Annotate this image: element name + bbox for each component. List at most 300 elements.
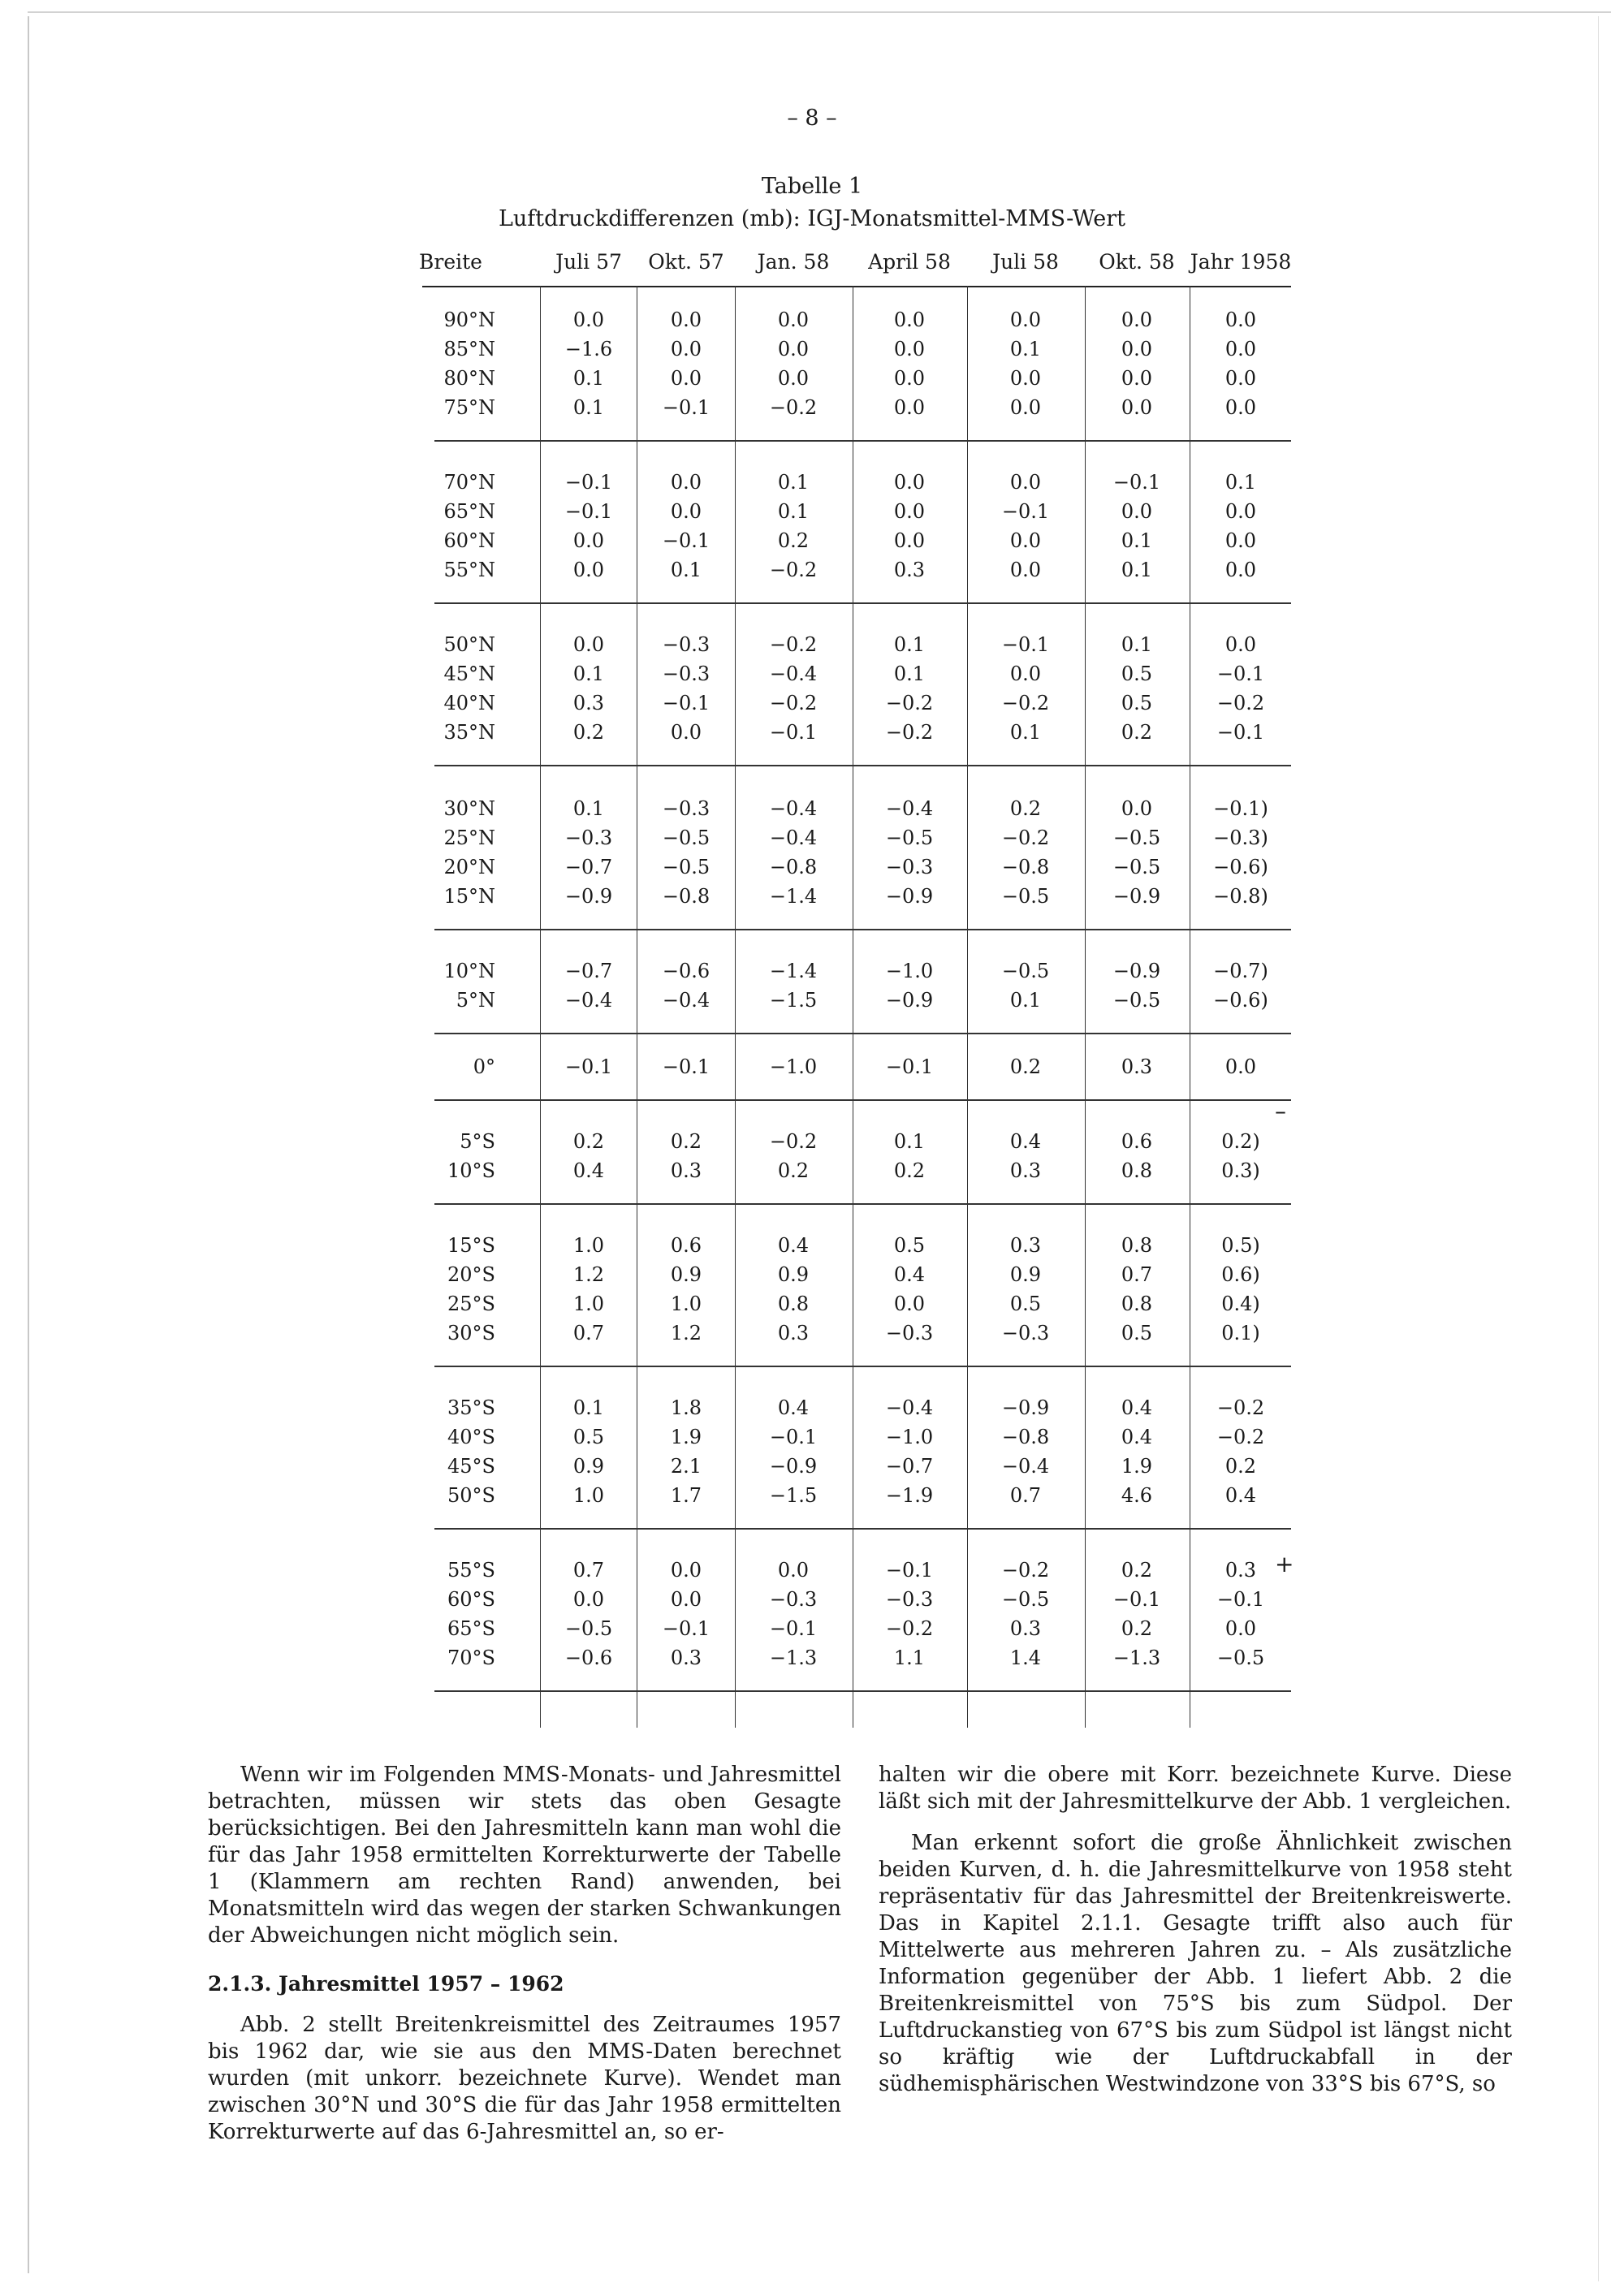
value-cell: 0.2 — [777, 1159, 810, 1182]
table-row — [398, 1234, 1299, 1263]
value-cell: −0.2 — [1001, 1559, 1050, 1582]
value-cell: 0.0 — [1224, 1617, 1257, 1640]
value-cell: 0.8 — [1121, 1293, 1153, 1315]
table-row — [398, 1159, 1299, 1189]
value-cell: −0.5 — [564, 1617, 613, 1640]
value-cell: 0.2 — [1121, 721, 1153, 744]
value-cell: 0.1 — [572, 396, 605, 419]
value-cell: 0.0 — [1009, 367, 1042, 390]
value-cell: −1.3 — [1112, 1646, 1161, 1669]
value-cell: 0.1 — [572, 797, 605, 820]
value-cell: 0.1 — [572, 367, 605, 390]
value-cell: 0.4 — [1009, 1130, 1042, 1153]
latitude-cell: 70°S — [447, 1646, 495, 1669]
latitude-cell: 60°S — [447, 1588, 495, 1611]
value-cell: −0.1 — [1216, 721, 1265, 744]
value-cell: −0.4 — [1001, 1455, 1050, 1478]
value-cell: −0.2 — [885, 692, 934, 714]
value-cell: −0.7 — [564, 960, 613, 982]
value-cell: −0.2 — [1216, 1426, 1265, 1448]
value-cell: −0.3) — [1213, 826, 1268, 849]
value-cell: 0.4 — [1224, 1484, 1257, 1507]
value-cell: −0.2 — [769, 396, 818, 419]
value-cell: 0.0 — [670, 338, 702, 360]
value-cell: 0.0 — [893, 471, 926, 494]
latitude-cell: 60°N — [443, 529, 495, 552]
table-row — [398, 1263, 1299, 1293]
latitude-cell: 70°N — [443, 471, 495, 494]
table-row — [398, 1455, 1299, 1484]
value-cell: 0.8 — [1121, 1159, 1153, 1182]
value-cell: −0.9 — [1001, 1396, 1050, 1419]
latitude-cell: 75°N — [443, 396, 495, 419]
value-cell: −1.6 — [564, 338, 613, 360]
value-cell: 0.0 — [670, 1559, 702, 1582]
latitude-group — [398, 1559, 1299, 1676]
value-cell: 0.8 — [777, 1293, 810, 1315]
table-row — [398, 559, 1299, 588]
value-cell: 0.0 — [1009, 529, 1042, 552]
latitude-cell: 45°S — [447, 1455, 495, 1478]
value-cell: 0.0 — [893, 1293, 926, 1315]
value-cell: 4.6 — [1121, 1484, 1153, 1507]
value-cell: 0.0 — [1009, 471, 1042, 494]
value-cell: 0.3 — [1009, 1234, 1042, 1257]
table-row — [398, 338, 1299, 367]
value-cell: 0.0 — [1224, 633, 1257, 656]
value-cell: 0.2) — [1221, 1130, 1260, 1153]
table-row — [398, 721, 1299, 750]
value-cell: −0.3 — [662, 662, 710, 685]
value-cell: −0.1 — [769, 1617, 818, 1640]
value-cell: 1.2 — [572, 1263, 605, 1286]
value-cell: 0.0 — [572, 1588, 605, 1611]
value-cell: 0.7 — [572, 1559, 605, 1582]
value-cell: 0.0 — [1224, 559, 1257, 581]
value-cell: −0.9 — [769, 1455, 818, 1478]
column-header: Jan. 58 — [757, 250, 830, 274]
table-row — [398, 500, 1299, 529]
value-cell: −0.3 — [885, 856, 934, 878]
table-row — [398, 856, 1299, 885]
value-cell: 1.9 — [670, 1426, 702, 1448]
latitude-cell: 35°S — [447, 1396, 495, 1419]
column-header: Okt. 57 — [648, 250, 724, 274]
latitude-cell: 10°N — [443, 960, 495, 982]
group-rule — [434, 1033, 1291, 1034]
value-cell: −0.1 — [1112, 1588, 1161, 1611]
value-cell: 0.1 — [777, 500, 810, 523]
value-cell: 0.0 — [893, 309, 926, 331]
latitude-cell: 25°N — [443, 826, 495, 849]
value-cell: 1.2 — [670, 1322, 702, 1344]
value-cell: 0.9 — [670, 1263, 702, 1286]
value-cell: −0.2 — [769, 559, 818, 581]
minus-annotation: – — [1275, 1098, 1286, 1124]
value-cell: 0.6 — [670, 1234, 702, 1257]
value-cell: 0.4 — [777, 1396, 810, 1419]
value-cell: 0.1 — [670, 559, 702, 581]
value-cell: −0.6 — [662, 960, 710, 982]
value-cell: 0.9 — [777, 1263, 810, 1286]
value-cell: 0.0 — [1224, 309, 1257, 331]
value-cell: −1.4 — [769, 960, 818, 982]
value-cell: 0.0 — [1009, 559, 1042, 581]
value-cell: 0.4 — [893, 1263, 926, 1286]
value-cell: 0.4 — [777, 1234, 810, 1257]
value-cell: −0.2 — [769, 1130, 818, 1153]
latitude-group — [398, 960, 1299, 1018]
value-cell: −0.3 — [564, 826, 613, 849]
latitude-cell: 5°N — [456, 989, 495, 1012]
table-row — [398, 1396, 1299, 1426]
table-row — [398, 1559, 1299, 1588]
value-cell: −0.5 — [1112, 826, 1161, 849]
value-cell: 0.1 — [1009, 721, 1042, 744]
latitude-cell: 55°N — [443, 559, 495, 581]
value-cell: −0.5 — [662, 826, 710, 849]
value-cell: 0.0 — [1121, 338, 1153, 360]
value-cell: −0.1 — [1001, 633, 1050, 656]
table-row — [398, 1055, 1299, 1085]
value-cell: 0.0 — [670, 500, 702, 523]
paragraph: halten wir die obere mit Korr. bezeichnete Kurve. Diese läßt sich mit der Jahresmittelkurve der Abb. 1 vergleichen. — [879, 1763, 1512, 1814]
table-row — [398, 309, 1299, 338]
latitude-cell: 40°N — [443, 692, 495, 714]
table-row — [398, 885, 1299, 914]
value-cell: 0.4 — [1121, 1426, 1153, 1448]
latitude-cell: 15°N — [443, 885, 495, 908]
group-rule — [434, 1528, 1291, 1530]
value-cell: 0.0 — [893, 500, 926, 523]
group-rule — [434, 602, 1291, 604]
value-cell: −0.3 — [662, 797, 710, 820]
value-cell: 0.3 — [670, 1159, 702, 1182]
left-text-column — [208, 1762, 841, 2160]
table-title: Tabelle 1 — [761, 174, 863, 199]
latitude-cell: 15°S — [447, 1234, 495, 1257]
value-cell: 0.0 — [670, 471, 702, 494]
group-rule — [434, 1366, 1291, 1367]
value-cell: −0.8 — [662, 885, 710, 908]
value-cell: 0.0 — [777, 367, 810, 390]
value-cell: 0.2 — [777, 529, 810, 552]
value-cell: 0.6) — [1221, 1263, 1260, 1286]
value-cell: 0.5 — [893, 1234, 926, 1257]
value-cell: −1.4 — [769, 885, 818, 908]
table-row — [398, 662, 1299, 692]
value-cell: 0.0 — [572, 309, 605, 331]
table-caption — [0, 170, 1624, 235]
value-cell: −0.1 — [564, 500, 613, 523]
latitude-group — [398, 471, 1299, 588]
value-cell: −0.9 — [564, 885, 613, 908]
value-cell: −0.1 — [1001, 500, 1050, 523]
value-cell: 1.0 — [572, 1484, 605, 1507]
latitude-group — [398, 1130, 1299, 1189]
value-cell: 0.6 — [1121, 1130, 1153, 1153]
value-cell: 0.5 — [1121, 692, 1153, 714]
value-cell: 0.4 — [1121, 1396, 1153, 1419]
value-cell: 0.1 — [1009, 989, 1042, 1012]
value-cell: 0.2 — [893, 1159, 926, 1182]
value-cell: 0.0 — [1224, 367, 1257, 390]
value-cell: −0.1 — [769, 721, 818, 744]
latitude-group — [398, 797, 1299, 914]
column-header: Breite — [419, 250, 482, 274]
value-cell: −0.8 — [769, 856, 818, 878]
group-rule — [434, 929, 1291, 930]
value-cell: 0.8 — [1121, 1234, 1153, 1257]
paragraph: Wenn wir im Folgenden MMS-Monats- und Jahresmittel betrachten, müssen wir stets das oben Gesagte berücksichtigen. Bei den Jahresmitteln kann man wohl die für das Jahr 1958 ermittelten Korrekturwerte der Tabelle 1 (Klammern am rechten Rand) anwenden, bei Monatsmitteln wird das wegen der starken Schwankungen der Abweichungen nicht möglich sein. — [208, 1763, 841, 1948]
value-cell: −0.5 — [885, 826, 934, 849]
value-cell: 0.7 — [1121, 1263, 1153, 1286]
value-cell: 1.4 — [1009, 1646, 1042, 1669]
value-cell: −0.5 — [1001, 1588, 1050, 1611]
value-cell: −0.1 — [564, 471, 613, 494]
latitude-cell: 55°S — [447, 1559, 495, 1582]
value-cell: 0.0 — [572, 559, 605, 581]
value-cell: −0.1 — [662, 692, 710, 714]
table-row — [398, 989, 1299, 1018]
value-cell: −0.1 — [885, 1559, 934, 1582]
table-row — [398, 797, 1299, 826]
value-cell: 0.7 — [572, 1322, 605, 1344]
value-cell: 0.1) — [1221, 1322, 1260, 1344]
value-cell: 0.3 — [1121, 1055, 1153, 1078]
value-cell: 1.0 — [572, 1293, 605, 1315]
value-cell: −0.1 — [885, 1055, 934, 1078]
value-cell: −0.3 — [1001, 1322, 1050, 1344]
value-cell: 0.4 — [572, 1159, 605, 1182]
value-cell: 0.2 — [1009, 1055, 1042, 1078]
value-cell: −0.4 — [885, 1396, 934, 1419]
group-rule — [434, 1203, 1291, 1205]
value-cell: −0.4 — [769, 797, 818, 820]
value-cell: 0.0 — [1224, 500, 1257, 523]
value-cell: −0.4 — [885, 797, 934, 820]
value-cell: −0.9 — [885, 989, 934, 1012]
value-cell: 0.2 — [572, 721, 605, 744]
header-rule — [422, 286, 1291, 287]
latitude-cell: 40°S — [447, 1426, 495, 1448]
value-cell: 0.1 — [1224, 471, 1257, 494]
value-cell: 0.0 — [1224, 396, 1257, 419]
value-cell: −0.3 — [885, 1588, 934, 1611]
section-heading: 2.1.3. Jahresmittel 1957 – 1962 — [208, 1972, 564, 1996]
value-cell: −0.7 — [885, 1455, 934, 1478]
value-cell: 0.0 — [777, 338, 810, 360]
value-cell: −0.1) — [1213, 797, 1268, 820]
value-cell: 0.4) — [1221, 1293, 1260, 1315]
column-header: Juli 58 — [992, 250, 1059, 274]
value-cell: −0.5 — [1001, 885, 1050, 908]
value-cell: −0.8) — [1213, 885, 1268, 908]
value-cell: 0.1 — [572, 1396, 605, 1419]
table-subtitle: Luftdruckdifferenzen (mb): IGJ-Monatsmittel-MMS-Wert — [498, 206, 1126, 231]
value-cell: −1.0 — [885, 960, 934, 982]
scan-edge-left — [28, 16, 29, 2273]
value-cell: 0.0 — [893, 396, 926, 419]
value-cell: −0.2 — [1216, 692, 1265, 714]
value-cell: 0.1 — [893, 1130, 926, 1153]
value-cell: 1.1 — [893, 1646, 926, 1669]
table-row — [398, 529, 1299, 559]
latitude-cell: 50°N — [443, 633, 495, 656]
value-cell: 0.2 — [1009, 797, 1042, 820]
value-cell: −0.1 — [769, 1426, 818, 1448]
table-row — [398, 1484, 1299, 1513]
value-cell: 0.0 — [1224, 529, 1257, 552]
latitude-cell: 85°N — [443, 338, 495, 360]
value-cell: 0.2 — [1224, 1455, 1257, 1478]
value-cell: −0.1 — [1216, 1588, 1265, 1611]
value-cell: 0.1 — [893, 662, 926, 685]
latitude-cell: 5°S — [460, 1130, 495, 1153]
value-cell: 0.2 — [1121, 1559, 1153, 1582]
table-row — [398, 1588, 1299, 1617]
latitude-cell: 65°N — [443, 500, 495, 523]
latitude-cell: 30°S — [447, 1322, 495, 1344]
value-cell: 0.5 — [572, 1426, 605, 1448]
value-cell: 0.0 — [1224, 338, 1257, 360]
value-cell: 0.3 — [1009, 1617, 1042, 1640]
latitude-cell: 20°S — [447, 1263, 495, 1286]
value-cell: 0.1 — [1121, 559, 1153, 581]
column-header: Juli 57 — [555, 250, 622, 274]
value-cell: 0.3 — [572, 692, 605, 714]
table-row — [398, 1646, 1299, 1676]
group-rule — [434, 1690, 1291, 1692]
value-cell: −0.1 — [662, 396, 710, 419]
latitude-group — [398, 309, 1299, 425]
latitude-cell: 45°N — [443, 662, 495, 685]
value-cell: −0.6) — [1213, 856, 1268, 878]
value-cell: −0.1 — [662, 1617, 710, 1640]
latitude-cell: 35°N — [443, 721, 495, 744]
table-row — [398, 1426, 1299, 1455]
group-rule — [434, 765, 1291, 766]
column-header: Okt. 58 — [1099, 250, 1175, 274]
value-cell: 0.3 — [1224, 1559, 1257, 1582]
value-cell: −0.5 — [1216, 1646, 1265, 1669]
value-cell: 0.1 — [893, 633, 926, 656]
latitude-cell: 0° — [473, 1055, 495, 1078]
value-cell: 0.0 — [1121, 797, 1153, 820]
value-cell: 0.0 — [670, 309, 702, 331]
value-cell: −0.6 — [564, 1646, 613, 1669]
table-row — [398, 960, 1299, 989]
value-cell: 1.0 — [670, 1293, 702, 1315]
value-cell: −0.4 — [769, 662, 818, 685]
value-cell: −0.3 — [662, 633, 710, 656]
value-cell: 0.5 — [1121, 662, 1153, 685]
value-cell: −0.2 — [769, 692, 818, 714]
value-cell: −0.2 — [1216, 1396, 1265, 1419]
value-cell: 1.8 — [670, 1396, 702, 1419]
value-cell: 0.0 — [572, 529, 605, 552]
value-cell: −0.3 — [885, 1322, 934, 1344]
value-cell: 1.0 — [572, 1234, 605, 1257]
value-cell: 0.3) — [1221, 1159, 1260, 1182]
value-cell: −0.2 — [885, 1617, 934, 1640]
value-cell: −0.4 — [564, 989, 613, 1012]
table-row — [398, 396, 1299, 425]
table-row — [398, 471, 1299, 500]
latitude-cell: 10°S — [447, 1159, 495, 1182]
table-row — [398, 1617, 1299, 1646]
plus-annotation: + — [1275, 1551, 1294, 1577]
value-cell: −0.9 — [1112, 885, 1161, 908]
column-header: April 58 — [868, 250, 951, 274]
value-cell: 1.9 — [1121, 1455, 1153, 1478]
value-cell: 0.0 — [670, 1588, 702, 1611]
value-cell: −0.6) — [1213, 989, 1268, 1012]
value-cell: 0.1 — [1121, 529, 1153, 552]
value-cell: 0.0 — [670, 367, 702, 390]
value-cell: −1.5 — [769, 989, 818, 1012]
value-cell: −1.0 — [769, 1055, 818, 1078]
value-cell: 0.3 — [670, 1646, 702, 1669]
value-cell: 0.3 — [1009, 1159, 1042, 1182]
value-cell: −0.4 — [662, 989, 710, 1012]
value-cell: −0.2 — [769, 633, 818, 656]
table-row — [398, 826, 1299, 856]
latitude-cell: 90°N — [443, 309, 495, 331]
value-cell: 0.0 — [1009, 662, 1042, 685]
value-cell: 0.5 — [1009, 1293, 1042, 1315]
value-cell: 0.0 — [1121, 367, 1153, 390]
value-cell: −1.0 — [885, 1426, 934, 1448]
value-cell: −0.1 — [1216, 662, 1265, 685]
latitude-group — [398, 1055, 1299, 1085]
table-row — [398, 692, 1299, 721]
value-cell: −0.2 — [1001, 826, 1050, 849]
value-cell: 0.0 — [1121, 396, 1153, 419]
value-cell: −0.9 — [1112, 960, 1161, 982]
value-cell: −0.2 — [885, 721, 934, 744]
scan-edge-top — [28, 11, 1611, 13]
value-cell: 0.0 — [1121, 309, 1153, 331]
latitude-group — [398, 633, 1299, 750]
value-cell: 0.1 — [777, 471, 810, 494]
value-cell: 0.1 — [1121, 633, 1153, 656]
paragraph: Man erkennt sofort die große Ähnlichkeit zwischen beiden Kurven, d. h. die Jahresmittelkurve von 1958 steht repräsentativ für das Jahresmittel der Breitenkreiswerte. Das in Kapitel 2.1.1. Gesagte trifft also auch für Mittelwerte aus mehreren Jahren zu. – Als zusätzliche Information gegenüber der Abb. 1 liefert Abb. 2 die Breitenkreismittel von 75°S bis zum Südpol. Der Luftdruckanstieg von 67°S bis zum Südpol ist längst nicht so kräftig wie der Luftdruckabfall in der südhemisphärischen Westwindzone von 33°S bis 67°S, so — [879, 1831, 1512, 2096]
value-cell: 0.0 — [1121, 500, 1153, 523]
value-cell: −1.3 — [769, 1646, 818, 1669]
value-cell: 0.0 — [893, 338, 926, 360]
group-rule — [434, 440, 1291, 442]
value-cell: 0.1 — [572, 662, 605, 685]
value-cell: −0.8 — [1001, 856, 1050, 878]
value-cell: 0.0 — [893, 367, 926, 390]
value-cell: 2.1 — [670, 1455, 702, 1478]
value-cell: −0.2 — [1001, 692, 1050, 714]
value-cell: 0.5 — [1121, 1322, 1153, 1344]
value-cell: −0.1 — [564, 1055, 613, 1078]
value-cell: 0.0 — [1224, 1055, 1257, 1078]
value-cell: 0.0 — [1009, 309, 1042, 331]
latitude-cell: 20°N — [443, 856, 495, 878]
value-cell: 0.0 — [777, 1559, 810, 1582]
table-row — [398, 1130, 1299, 1159]
value-cell: 0.0 — [572, 633, 605, 656]
value-cell: 0.0 — [1009, 396, 1042, 419]
paragraph: Abb. 2 stellt Breitenkreismittel des Zeitraumes 1957 bis 1962 dar, wie sie aus den MMS-Daten berechnet wurden (mit unkorr. bezeichnete Kurve). Wendet man zwischen 30°N und 30°S die für das Jahr 1958 ermittelten Korrekturwerte auf das 6-Jahresmittel an, so er- — [208, 2013, 841, 2144]
table-row — [398, 633, 1299, 662]
value-cell: 1.7 — [670, 1484, 702, 1507]
latitude-cell: 80°N — [443, 367, 495, 390]
